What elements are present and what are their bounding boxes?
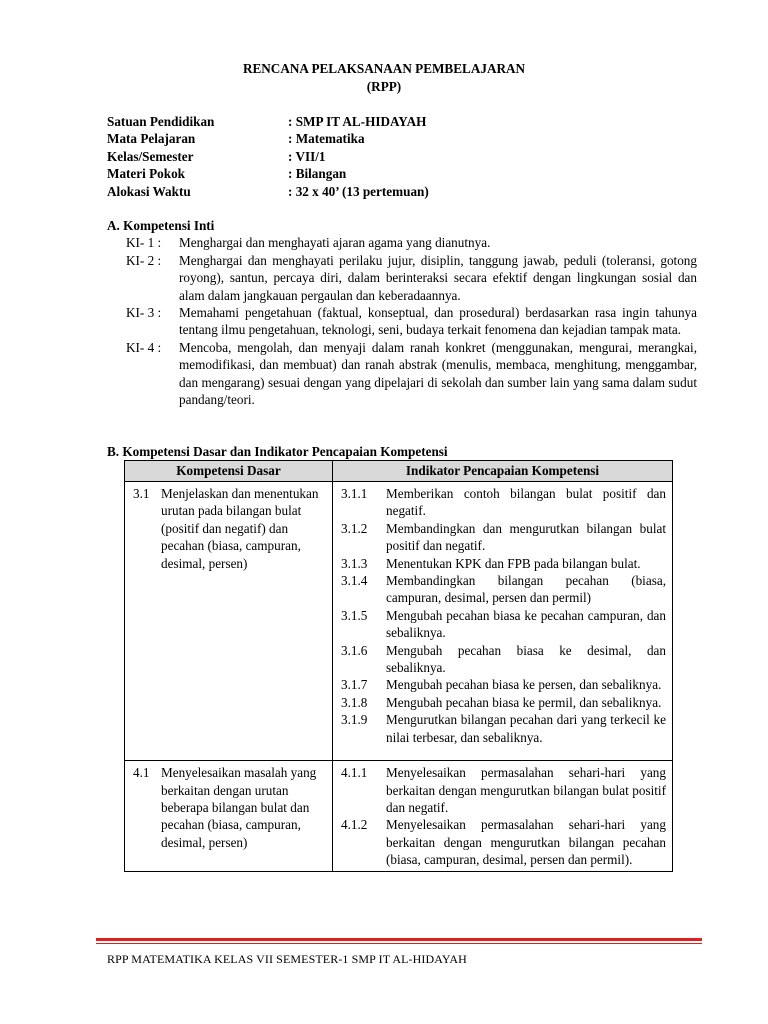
info-row: [107, 148, 429, 165]
competency-table: [124, 460, 673, 872]
indicator-item: [341, 555, 666, 572]
indicator-item: [341, 764, 666, 816]
indicator-number: 3.1.4: [341, 573, 368, 589]
indicator-number: 3.1.7: [341, 677, 368, 693]
indicator-item: [341, 694, 666, 711]
indicator-text: Membandingkan bilangan pecahan (biasa, campuran, desimal, persen dan permil): [386, 573, 666, 606]
ki-item: [107, 304, 697, 339]
indicator-text: Mengubah pecahan biasa ke permil, dan sebaliknya.: [386, 694, 662, 710]
info-row: [107, 130, 429, 147]
table-row: [125, 482, 673, 761]
ki-text: Memahami pengetahuan (faktual, konseptual, dan prosedural) berdasarkan rasa ingin tahunya tentang ilmu pengetahuan, teknologi, seni, budaya terkait fenomena dan kejadian tampak mata.: [179, 305, 697, 338]
kd-cell: [125, 761, 333, 871]
info-row: [107, 113, 429, 130]
indicator-item: [341, 520, 666, 555]
info-value: : Matematika: [288, 131, 365, 147]
section-b-heading: B. Kompetensi Dasar dan Indikator Pencapaian Kompetensi: [107, 444, 448, 459]
kd-text: Menjelaskan dan menentukan urutan pada bilangan bulat (positif dan negatif) dan pecahan (biasa, campuran, desimal, persen): [161, 486, 319, 571]
section-a-heading: A. Kompetensi Inti: [107, 218, 215, 233]
indicator-text: Mengurutkan bilangan pecahan dari yang terkecil ke nilai terbesar, dan sebaliknya.: [386, 712, 666, 745]
indicator-number: 4.1.2: [341, 817, 368, 833]
info-value: : 32 x 40’ (13 pertemuan): [288, 183, 429, 199]
ki-item: [107, 339, 697, 409]
kd-cell: [125, 482, 333, 761]
page-footer: RPP MATEMATIKA KELAS VII SEMESTER-1 SMP IT AL-HIDAYAH: [107, 952, 467, 966]
ki-text: Menghargai dan menghayati perilaku jujur, disiplin, tanggung jawab, peduli (toleransi, gotong royong), santun, percaya diri, dalam berinteraksi secara efektif dengan lingkungan sosial dan alam dalam jangkauan pergaulan dan keberadaannya.: [179, 252, 697, 303]
footer-divider-thin: [96, 943, 702, 944]
info-value: : SMP IT AL-HIDAYAH: [288, 114, 427, 129]
indicator-text: Mengubah pecahan biasa ke desimal, dan sebaliknya.: [386, 642, 666, 676]
indicator-number: 4.1.1: [341, 765, 368, 781]
indicator-text: Memberikan contoh bilangan bulat positif dan negatif.: [386, 486, 666, 519]
kd-number: 3.1: [133, 486, 150, 501]
info-label: Mata Pelajaran: [107, 131, 196, 147]
document-subtitle: (RPP): [366, 79, 402, 94]
column-header: Indikator Pencapaian Kompetensi: [333, 461, 673, 482]
indicator-text: Membandingkan dan mengurutkan bilangan bulat positif dan negatif.: [386, 520, 666, 554]
indicator-cell: [333, 761, 673, 871]
indicator-number: 3.1.5: [341, 607, 368, 623]
info-label: Alokasi Waktu: [107, 183, 191, 199]
info-value: : VII/1: [288, 148, 326, 164]
ki-item: [107, 252, 697, 304]
info-row: [107, 183, 429, 200]
kd-number: 4.1: [133, 765, 150, 781]
kd-text: Menyelesaikan masalah yang berkaitan dengan urutan beberapa bilangan bulat dan pecahan (biasa, campuran, desimal, persen): [161, 765, 317, 850]
indicator-text: Menentukan KPK dan FPB pada bilangan bulat.: [386, 555, 641, 571]
ki-code: KI- 1 :: [126, 235, 162, 251]
ki-code: KI- 3 :: [126, 305, 162, 321]
ki-code: KI- 4 :: [126, 339, 162, 355]
indicator-number: 3.1.8: [341, 694, 368, 710]
indicator-item: [341, 485, 666, 520]
info-label: Satuan Pendidikan: [107, 114, 215, 129]
indicator-item: [341, 607, 666, 642]
info-label: Materi Pokok: [107, 166, 186, 182]
ki-text: Mencoba, mengolah, dan menyaji dalam ranah konkret (menggunakan, mengurai, merangkai, memodifikasi, dan membuat) dan ranah abstrak (menulis, membaca, menghitung, menggambar, dan mengarang) sesuai dengan yang dipelajari di sekolah dan sumber lain yang sama dalam sudut pandang/teori.: [179, 339, 697, 408]
column-header: Kompetensi Dasar: [125, 461, 333, 482]
indicator-number: 3.1.1: [341, 486, 368, 501]
indicator-item: [341, 676, 666, 693]
indicator-item: [341, 816, 666, 868]
kompetensi-inti-section: [107, 217, 697, 408]
indicator-item: [341, 642, 666, 677]
indicator-item: [341, 711, 666, 746]
info-value: : Bilangan: [288, 166, 347, 182]
indicator-number: 3.1.3: [341, 555, 368, 571]
indicator-text: Mengubah pecahan biasa ke persen, dan sebaliknya.: [386, 677, 662, 693]
indicator-number: 3.1.9: [341, 712, 368, 728]
document-title: RENCANA PELAKSANAAN PEMBELAJARAN: [242, 61, 526, 76]
ki-item: [107, 234, 697, 251]
table-row: [125, 761, 673, 871]
indicator-item: [341, 572, 666, 607]
indicator-cell: [333, 482, 673, 761]
indicator-text: Menyelesaikan permasalahan sehari-hari yang berkaitan dengan mengurutkan bilangan pecahan (biasa, campuran, desimal, persen dan permil).: [386, 817, 666, 868]
info-row: [107, 165, 429, 182]
ki-code: KI- 2 :: [126, 252, 162, 268]
indicator-text: Mengubah pecahan biasa ke pecahan campuran, dan sebaliknya.: [386, 607, 666, 641]
table-header-row: [125, 461, 673, 482]
indicator-number: 3.1.6: [341, 642, 368, 658]
identity-block: [107, 113, 429, 200]
ki-text: Menghargai dan menghayati ajaran agama yang dianutnya.: [179, 235, 491, 251]
footer-divider: [96, 938, 702, 941]
indicator-number: 3.1.2: [341, 520, 368, 536]
info-label: Kelas/Semester: [107, 148, 194, 164]
indicator-text: Menyelesaikan permasalahan sehari-hari yang berkaitan dengan mengurutkan bilangan bulat positif dan negatif.: [386, 765, 666, 815]
